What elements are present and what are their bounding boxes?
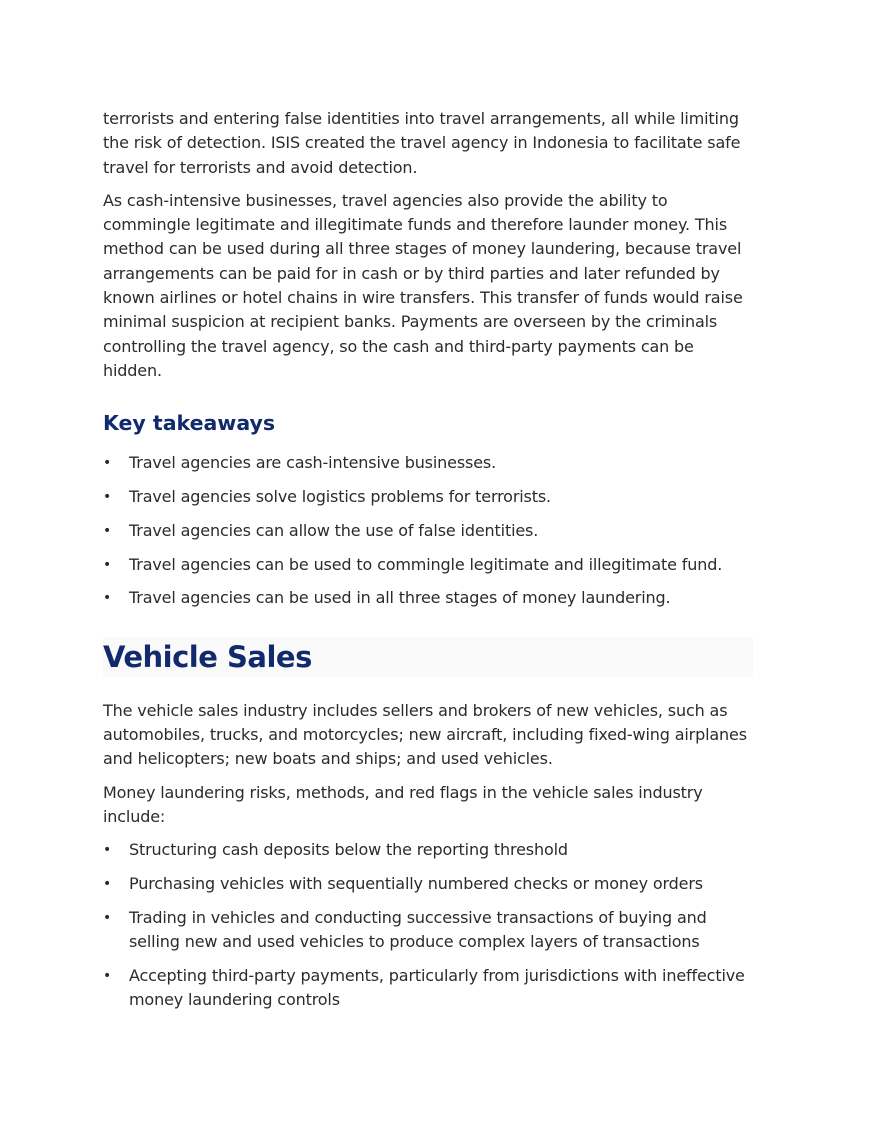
list-item-text: Travel agencies are cash-intensive businesses.	[129, 453, 497, 473]
key-takeaways-heading: Key takeaways	[103, 411, 276, 436]
vehicle-sales-paragraph-1: The vehicle sales industry includes sellers and brokers of new vehicles, such as automobiles, trucks, and motorcycles; new aircraft, including fixed-wing airplanes and helicopters; new boats and ships; and used vehicles.	[103, 700, 747, 769]
list-item	[103, 838, 753, 862]
list-item-text: Accepting third-party payments, particularly from jurisdictions with ineffective money laundering controls	[129, 965, 745, 1010]
list-item	[103, 553, 753, 577]
list-item-text: Travel agencies can be used in all three stages of money laundering.	[129, 588, 671, 608]
list-item	[103, 964, 753, 1013]
bullet-icon: •	[103, 590, 112, 607]
bullet-icon: •	[103, 842, 112, 859]
bullet-icon: •	[103, 522, 112, 539]
list-item	[103, 519, 753, 543]
bullet-icon: •	[103, 455, 112, 472]
intro-paragraph-2: As cash-intensive businesses, travel agencies also provide the ability to commingle legitimate and illegitimate funds and therefore launder money. This method can be used during all three stages of money laundering, because travel arrangements can be paid for in cash or by third parties and later refunded by known airlines or hotel chains in wire transfers. This transfer of funds would raise minimal suspicion at recipient banks. Payments are overseen by the criminals controlling the travel agency, so the cash and third-party payments can be hidden.	[103, 190, 743, 380]
list-item-text: Structuring cash deposits below the reporting threshold	[129, 840, 568, 860]
document-page	[103, 107, 753, 1022]
list-item	[103, 906, 753, 955]
bullet-icon: •	[103, 489, 112, 506]
list-item-text: Travel agencies can be used to commingle legitimate and illegitimate fund.	[129, 554, 723, 574]
bullet-icon: •	[103, 909, 112, 926]
list-item-text: Trading in vehicles and conducting successive transactions of buying and selling new and used vehicles to produce complex layers of transactions	[129, 907, 707, 952]
list-item-text: Travel agencies can allow the use of false identities.	[129, 520, 539, 540]
key-takeaways-list	[103, 451, 753, 610]
list-item	[103, 586, 753, 610]
bullet-icon: •	[103, 556, 112, 573]
list-item	[103, 872, 753, 896]
list-item	[103, 451, 753, 475]
bullet-icon: •	[103, 967, 112, 984]
vehicle-sales-heading: Vehicle Sales	[103, 637, 753, 677]
list-item-text: Purchasing vehicles with sequentially numbered checks or money orders	[129, 874, 703, 894]
intro-paragraph-1: terrorists and entering false identities into travel arrangements, all while limiting the risk of detection. ISIS created the travel agency in Indonesia to facilitate safe travel for terrorists and avoid detection.	[103, 109, 741, 177]
list-item	[103, 485, 753, 509]
vehicle-sales-paragraph-2: Money laundering risks, methods, and red flags in the vehicle sales industry include:	[103, 782, 703, 826]
bullet-icon: •	[103, 876, 112, 893]
list-item-text: Travel agencies solve logistics problems for terrorists.	[129, 487, 551, 507]
vehicle-sales-list	[103, 838, 753, 1012]
